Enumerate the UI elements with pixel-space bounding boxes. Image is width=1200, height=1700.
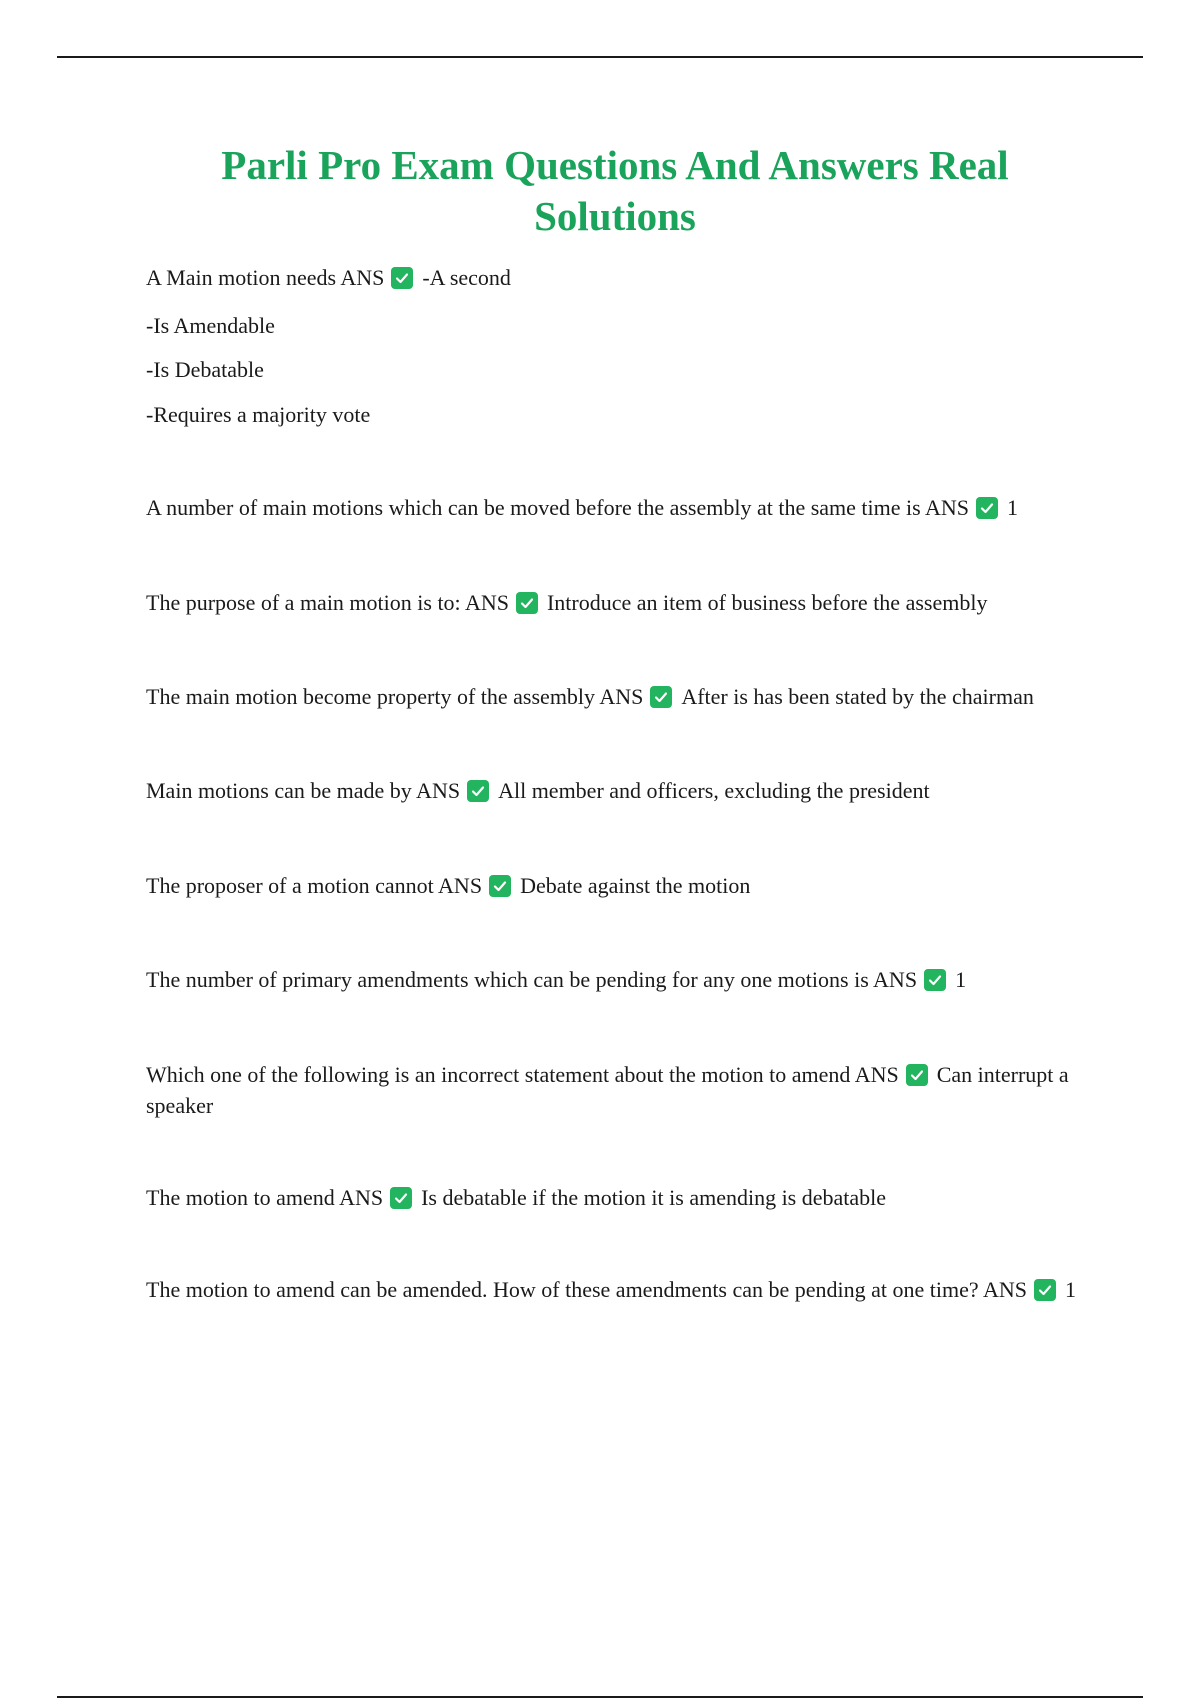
check-icon: [467, 780, 489, 802]
answer-text: 1: [955, 967, 967, 992]
qa-item: [146, 1059, 1086, 1121]
answer-text: Is debatable if the motion it is amending is debatable: [421, 1185, 887, 1210]
check-icon: [924, 969, 946, 991]
answer-continuation: -Is Debatable: [146, 357, 264, 382]
answer-continuation: -Is Amendable: [146, 313, 275, 338]
answer-continuation: -Requires a majority vote: [146, 402, 371, 427]
qa-item: [146, 964, 1086, 995]
check-icon: [906, 1064, 928, 1086]
qa-item: [146, 1182, 1086, 1213]
question-text: The number of primary amendments which can be pending for any one motions is ANS: [146, 967, 918, 992]
question-text: Main motions can be made by ANS: [146, 778, 461, 803]
answer-text: -A second: [422, 265, 511, 290]
question-text: The main motion become property of the assembly ANS: [146, 684, 644, 709]
check-icon: [489, 875, 511, 897]
qa-item: [146, 870, 1086, 901]
title-line-2: Solutions: [534, 193, 696, 239]
qa-item: [146, 681, 1086, 712]
qa-item: [146, 262, 1086, 293]
question-text: The purpose of a main motion is to: ANS: [146, 590, 509, 615]
qa-item: [146, 492, 1086, 523]
answer-text: Introduce an item of business before the assembly: [546, 590, 988, 615]
check-icon: [391, 267, 413, 289]
question-text: A number of main motions which can be moved before the assembly at the same time is ANS: [146, 495, 969, 520]
question-text: The proposer of a motion cannot ANS: [146, 873, 483, 898]
answer-text: Can interrupt a speaker: [146, 1062, 1069, 1118]
question-text: Which one of the following is an incorrect statement about the motion to amend ANS: [146, 1062, 899, 1087]
page-title: [150, 140, 1080, 242]
answer-text: 1: [1064, 1277, 1076, 1302]
answer-text: 1: [1007, 495, 1018, 520]
question-text: The motion to amend can be amended. How of these amendments can be pending at one time? ANS: [146, 1277, 1027, 1302]
check-icon: [976, 497, 998, 519]
check-icon: [390, 1187, 412, 1209]
answer-text: All member and officers, excluding the president: [498, 778, 930, 803]
answer-text: After is has been stated by the chairman: [681, 684, 1034, 709]
title-line-1: Parli Pro Exam Questions And Answers Real: [221, 142, 1009, 188]
bottom-rule: [57, 1696, 1143, 1698]
check-icon: [650, 686, 672, 708]
answer-text: Debate against the motion: [520, 873, 751, 898]
qa-item: [146, 1274, 1086, 1305]
top-rule: [57, 56, 1143, 58]
check-icon: [1034, 1279, 1056, 1301]
qa-item: [146, 587, 1086, 618]
question-text: A Main motion needs ANS: [146, 265, 385, 290]
check-icon: [516, 592, 538, 614]
qa-item: [146, 775, 1086, 806]
question-text: The motion to amend ANS: [146, 1185, 384, 1210]
